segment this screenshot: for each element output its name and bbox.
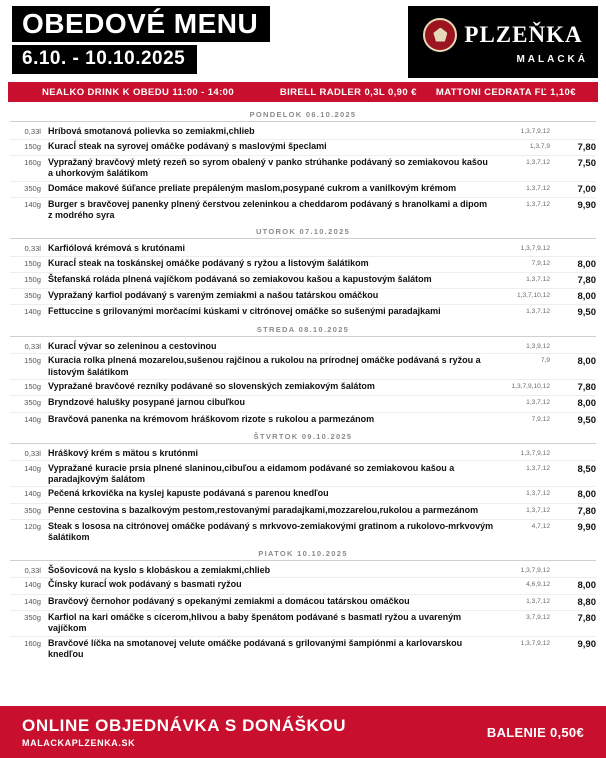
item-allergens: 1,3,7,9,12 [520, 566, 550, 574]
offer-mattoni: MATTONI CEDRATA FĽ 1,10€ [435, 86, 576, 98]
item-allergens: 1,3,7,9,12 [520, 449, 550, 457]
menu-item-row [10, 256, 596, 272]
day-items [10, 447, 596, 545]
item-price: 9,90 [577, 638, 596, 650]
item-name: Burger s bravčovej panenky plnený čerstvou zeleninkou a cheddarom podávaný s hranolkami a dipom z modrého syra [48, 199, 488, 221]
item-price: 9,90 [577, 521, 596, 533]
item-allergens: 1,3,7,12 [526, 399, 550, 407]
item-name: Vypražaný karfiol podávaný s vareným zemiakmi a našou tatárskou omáčkou [48, 290, 379, 301]
item-weight: 350g [24, 183, 41, 193]
menu-item-row [10, 242, 596, 256]
item-name: Karfiólová krémová s krutónami [48, 243, 186, 254]
item-name: Štefanská roláda plnená vajíčkom podávaná so zemiakovou kašou a kapustovým šalátom [48, 273, 432, 284]
day-header: PIATOK 10.10.2025 [10, 549, 596, 561]
item-weight: 0,33l [24, 448, 41, 458]
menu-item-row [10, 353, 596, 379]
menu-item-row [10, 486, 596, 502]
item-allergens: 1,3,7,12 [526, 490, 550, 498]
brand-subtitle: MALACKÁ [516, 53, 588, 65]
menu-item-row [10, 412, 596, 428]
menu-item-row [10, 564, 596, 578]
day-items [10, 125, 596, 223]
item-allergens: 4,7,12 [531, 522, 550, 530]
item-price: 7,80 [577, 382, 596, 394]
day-items [10, 340, 596, 428]
item-weight: 150g [24, 274, 41, 284]
item-price: 9,90 [577, 200, 596, 212]
header-titles [8, 6, 408, 78]
item-price [556, 565, 596, 566]
item-allergens: 1,3,7,12 [526, 308, 550, 316]
item-weight: 140g [24, 307, 41, 317]
item-weight: 140g [24, 463, 41, 473]
item-name: Bravčové líčka na smotanovej velute omáčke podávaná s grilovanými šampiónmi a karlovarskou knedľou [48, 637, 463, 660]
date-range: 6.10. - 10.10.2025 [12, 45, 197, 74]
menu-item-row [10, 288, 596, 304]
brand-logo [408, 6, 598, 78]
menu-item-row [10, 155, 596, 181]
item-weight: 160g [24, 638, 41, 648]
menu-item-row [10, 272, 596, 288]
menu-item-row [10, 125, 596, 139]
logo-row [423, 18, 582, 52]
item-price: 7,80 [577, 141, 596, 153]
item-price: 8,00 [577, 398, 596, 410]
item-allergens: 1,3,7,12 [526, 201, 550, 209]
page-title: OBEDOVÉ MENU [12, 6, 270, 42]
footer-website[interactable]: MALACKAPLZENKA.SK [22, 738, 136, 748]
brand-name: PLZEŇKA [464, 21, 583, 47]
menu-item-row [10, 503, 596, 519]
item-allergens: 1,3,7,10,12 [517, 292, 550, 300]
item-price: 8,00 [577, 489, 596, 501]
item-weight: 0,33l [24, 341, 41, 351]
item-name: Kuracĺ vývar so zeleninou a cestovinou [48, 340, 217, 351]
item-name: Domáce makové šúľance preliate prepáleným maslom,posypané cukrom a vanilkovým krémom [48, 182, 457, 193]
item-weight: 0,33l [24, 565, 41, 575]
item-weight: 350g [24, 291, 41, 301]
item-weight: 140g [24, 489, 41, 499]
item-weight: 350g [24, 398, 41, 408]
item-name: Vypražaný bravčový mletý rezeň so syrom obalený v panko strúhanke podávaný so zemiakovou kašou a uhorkovým šalátikom [48, 157, 488, 179]
item-weight: 350g [24, 612, 41, 622]
item-weight: 150g [24, 356, 41, 366]
item-allergens: 1,3,7,9,12 [520, 128, 550, 136]
menu-item-row [10, 460, 596, 486]
item-price [556, 243, 596, 244]
page-footer [0, 706, 606, 758]
item-name: Vypražané bravčové rezníky podávané so slovenských zemiakovým šalátom [48, 381, 375, 392]
item-name: Bravčová panenka na krémovom hráškovom rizote s rukolou a parmezánom [48, 413, 375, 424]
drink-note: NEALKO DRINK K OBEDU 11:00 - 14:00 [42, 86, 235, 98]
day-items [10, 564, 596, 662]
item-weight: 150g [24, 141, 41, 151]
menu-item-row [10, 304, 596, 320]
menu-item-row [10, 181, 596, 197]
item-price [556, 448, 596, 449]
item-allergens: 1,3,7,12 [526, 275, 550, 283]
item-name: KuracÍ steak na toskánskej omáčke podávaný s ryžou a listovým šalátikom [48, 257, 369, 268]
item-name: Čínsky kuracĺ wok podávaný s basmati ryžou [48, 579, 242, 590]
item-allergens: 7,9 [540, 357, 550, 365]
offer-birell: BIRELL RADLER 0,3L 0,90 € [279, 86, 417, 98]
item-name: Bravčový černohor podávaný s opekanými zemiakmi a domácou tatárskou omáčkou [48, 595, 410, 606]
day-header: UTOROK 07.10.2025 [10, 227, 596, 239]
item-allergens: 1,3,7,12 [526, 506, 550, 514]
menu-item-row [10, 610, 596, 636]
menu-list [0, 102, 606, 662]
item-weight: 350g [24, 505, 41, 515]
item-name: Kuracia rolka plnená mozarelou,sušenou rajčinou a rukolou na prírodnej omáčke podávaná s ryžou a listovým šalátikom [48, 355, 481, 377]
item-price: 7,80 [577, 505, 596, 517]
item-weight: 0,33l [24, 244, 41, 254]
info-bar [8, 82, 598, 102]
item-name: Penne cestovina s bazalkovým pestom,restovanými paradajkami,mozzarelou,rukolou a parmezánom [48, 504, 479, 515]
item-weight: 140g [24, 414, 41, 424]
item-name: Hríbová smotanová polievka so zemiakmi,chlieb [48, 126, 255, 137]
menu-item-row [10, 379, 596, 395]
item-price: 8,50 [577, 463, 596, 475]
menu-item-row [10, 395, 596, 411]
item-weight: 140g [24, 200, 41, 210]
item-name: Steak s lososa na citrónovej omáčke podávaný s mrkvovo-zemiakovými gratinom a rukolovo-mrkvovým šalátikom [48, 520, 494, 543]
item-price: 7,80 [577, 274, 596, 286]
menu-item-row [10, 139, 596, 155]
item-price: 8,00 [577, 291, 596, 303]
item-allergens: 1,3,7,9,12 [520, 639, 550, 647]
item-name: Fettuccine s grilovanými morčacími kúskami v citrónovej omáčke so sušenými paradajkami [48, 306, 441, 317]
beer-crest-icon [423, 18, 457, 52]
menu-item-row [10, 519, 596, 545]
item-name: Šošovicová na kyslo s klobáskou a zemiakmi,chlieb [48, 564, 271, 575]
menu-item-row [10, 197, 596, 223]
item-allergens: 1,3,7,9 [529, 142, 550, 150]
item-weight: 150g [24, 258, 41, 268]
packaging-price: BALENIE 0,50€ [486, 724, 584, 740]
menu-item-row [10, 340, 596, 354]
item-allergens: 1,3,7,12 [526, 184, 550, 192]
item-allergens: 1,3,7,12 [526, 597, 550, 605]
item-name: Bryndzové halušky posypané jarnou cibuľkou [48, 397, 246, 408]
item-weight: 150g [24, 382, 41, 392]
item-name: Hráškový krém s mätou s krutónmi [48, 447, 199, 458]
item-price: 7,80 [577, 612, 596, 624]
item-allergens: 1,3,7,9,12 [520, 245, 550, 253]
item-price: 9,50 [577, 414, 596, 426]
item-allergens: 1,3,7,12 [526, 464, 550, 472]
item-price: 7,50 [577, 158, 596, 170]
item-allergens: 1,3,7,9,10,12 [511, 383, 550, 391]
item-name: KuracÍ steak na syrovej omáčke podávaný s maslovými špeclami [48, 140, 327, 151]
item-allergens: 1,3,7,12 [526, 159, 550, 167]
day-header: ŠTVRTOK 09.10.2025 [10, 432, 596, 444]
item-name: Pečená krkovička na kyslej kapuste podávaná s parenou knedľou [48, 488, 329, 499]
item-weight: 140g [24, 596, 41, 606]
footer-order-info [22, 716, 487, 748]
menu-item-row [10, 636, 596, 662]
day-header: STREDA 08.10.2025 [10, 325, 596, 337]
item-price [556, 126, 596, 127]
day-header: PONDELOK 06.10.2025 [10, 110, 596, 122]
item-price: 9,50 [577, 307, 596, 319]
item-price: 7,00 [577, 183, 596, 195]
item-price: 8,00 [577, 258, 596, 270]
item-price: 8,00 [577, 580, 596, 592]
item-price: 8,00 [577, 356, 596, 368]
item-allergens: 7,9,12 [531, 259, 550, 267]
item-allergens: 7,9,12 [531, 415, 550, 423]
item-name: Karfiol na kari omáčke s cícerom,hlivou a baby špenátom podávané s basmatl ryžou a uvareným vajíčkom [48, 611, 462, 634]
item-weight: 120g [24, 521, 41, 531]
item-name: Vypražané kuracie prsia plnené slaninou,cibuľou a eidamom podávané so zemiakovou kašou a paradajkovým šalátom [48, 462, 455, 484]
day-items [10, 242, 596, 321]
menu-item-row [10, 447, 596, 461]
menu-item-row [10, 594, 596, 610]
item-weight: 160g [24, 158, 41, 168]
page-header [0, 0, 606, 78]
menu-item-row [10, 577, 596, 593]
item-weight: 140g [24, 580, 41, 590]
item-weight: 0,33l [24, 127, 41, 137]
item-price: 8,80 [577, 596, 596, 608]
footer-title: ONLINE OBJEDNÁVKA S DONÁŠKOU [22, 716, 347, 735]
item-allergens: 3,7,9,12 [526, 613, 550, 621]
item-allergens: 1,3,9,12 [526, 342, 550, 350]
item-price [556, 341, 596, 342]
item-allergens: 4,6,9,12 [526, 581, 550, 589]
